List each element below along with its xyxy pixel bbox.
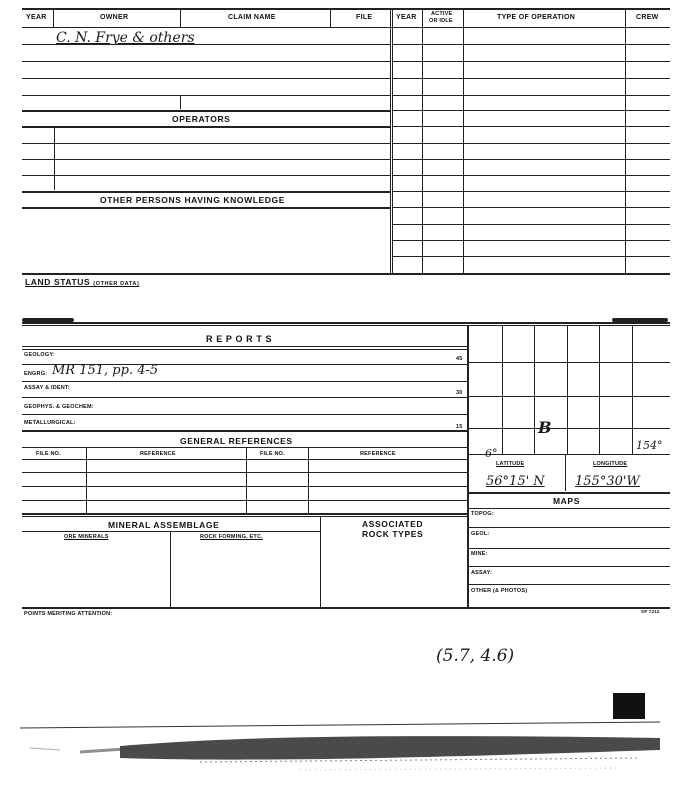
report-geology-num: 45 bbox=[456, 356, 463, 362]
owner-entry: C. N. Frye & others bbox=[56, 30, 195, 46]
report-metallurgical-num: 15 bbox=[456, 424, 463, 430]
header-year-2: YEAR bbox=[396, 14, 417, 21]
maps-topog: TOPOG: bbox=[471, 511, 494, 517]
registration-mark bbox=[613, 693, 645, 719]
map-section-mark: B bbox=[538, 418, 552, 437]
operators-label: OPERATORS bbox=[172, 114, 231, 124]
header-active-line2: OR IDLE bbox=[429, 18, 453, 24]
maps-geol: GEOL: bbox=[471, 531, 490, 537]
map-lat-degree: 6° bbox=[485, 447, 498, 460]
gen-ref-col-reference-2: REFERENCE bbox=[360, 451, 396, 457]
scan-noise-band bbox=[0, 718, 678, 778]
rock-forming-label: ROCK FORMING, ETC. bbox=[200, 534, 263, 540]
points-meriting-label: POINTS MERITING ATTENTION: bbox=[24, 611, 113, 617]
report-geology-label: GEOLOGY: bbox=[24, 352, 55, 358]
header-claim-name: CLAIM NAME bbox=[228, 14, 276, 21]
report-engrg-value: MR 151, pp. 4-5 bbox=[52, 363, 159, 378]
maps-title: MAPS bbox=[553, 496, 580, 506]
header-owner: OWNER bbox=[100, 14, 129, 21]
report-metallurgical-label: METALLURGICAL: bbox=[24, 420, 76, 426]
longitude-label: LONGITUDE bbox=[593, 461, 628, 467]
header-active-line1: ACTIVE bbox=[431, 11, 453, 17]
map-lon-degree: 154° bbox=[636, 439, 663, 452]
header-type-of-operation: TYPE OF OPERATION bbox=[497, 14, 576, 21]
form-code: SP 7212 bbox=[641, 609, 660, 614]
reports-title: R E P O R T S bbox=[206, 334, 273, 344]
other-persons-label: OTHER PERSONS HAVING KNOWLEDGE bbox=[100, 195, 286, 205]
gen-ref-col-file-no-1: FILE NO. bbox=[36, 451, 61, 457]
maps-mine: MINE: bbox=[471, 551, 488, 557]
report-geophys-label: GEOPHYS. & GEOCHEM: bbox=[24, 404, 94, 410]
grid-reference: (5.7, 4.6) bbox=[436, 646, 515, 666]
report-assay-num: 30 bbox=[456, 390, 463, 396]
maps-other: OTHER (& PHOTOS) bbox=[471, 588, 528, 594]
latitude-value: 56°15' N bbox=[486, 474, 545, 489]
report-assay-label: ASSAY & IDENT: bbox=[24, 385, 70, 391]
land-status-label: LAND STATUS (OTHER DATA) bbox=[25, 277, 140, 287]
mineral-assemblage-title: MINERAL ASSEMBLAGE bbox=[108, 520, 220, 530]
gen-ref-col-file-no-2: FILE NO. bbox=[260, 451, 285, 457]
maps-assay: ASSAY: bbox=[471, 570, 493, 576]
associated-rock-types-line2: ROCK TYPES bbox=[362, 529, 424, 539]
header-crew: CREW bbox=[636, 14, 659, 21]
longitude-value: 155°30'W bbox=[575, 474, 640, 489]
general-references-title: GENERAL REFERENCES bbox=[180, 436, 293, 446]
header-file: FILE bbox=[356, 14, 373, 21]
header-year: YEAR bbox=[26, 14, 47, 21]
report-engrg-label: ENGRG: bbox=[24, 371, 48, 377]
ore-minerals-label: ORE MINERALS bbox=[64, 534, 109, 540]
gen-ref-col-reference-1: REFERENCE bbox=[140, 451, 176, 457]
associated-rock-types-line1: ASSOCIATED bbox=[362, 519, 424, 529]
latitude-label: LATITUDE bbox=[496, 461, 525, 467]
